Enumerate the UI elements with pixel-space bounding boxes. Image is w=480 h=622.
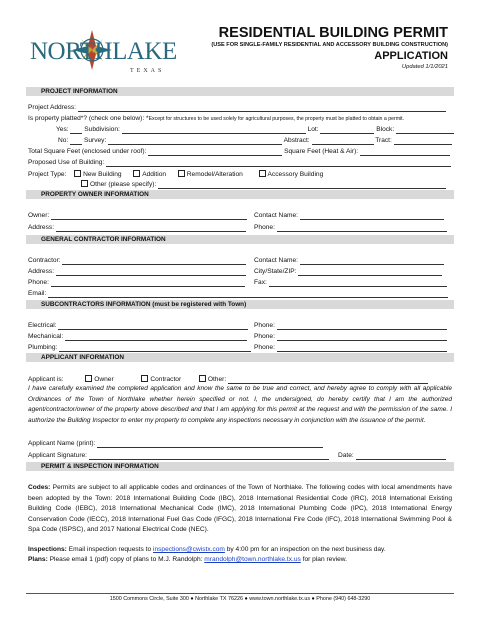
total-sqft-field[interactable]	[148, 148, 282, 156]
subdivision-field[interactable]	[122, 126, 306, 134]
contractor-phone-row	[28, 279, 245, 287]
contractor-city-row	[254, 268, 442, 276]
contractor-phone-field[interactable]	[51, 279, 245, 287]
project-address-field[interactable]	[78, 104, 446, 112]
codes-text: Permits are subject to all applicable codes and ordinances of the Town of Northlake. The following codes with local amendments have been adopted by the Town: 2018 International Building Code (IBC), 2018 International Residential Code (IRC), 2018 International Existing Building Code (IEBC), 2018 International Mechanical Code (IMC), 2018 International Plumbing Code (IPC), 2018 International Energy Conservation Code (IECC), 2018 International Fuel Gas Code (IFGC), 2018 International Fire Code (IFC), 2018 International Swimming Pool & Spa Code (ISPSC), and 2017 National Electrical Code (NEC).	[28, 484, 452, 534]
proposed-use-label: Proposed Use of Building:	[28, 159, 105, 166]
type-new-building-checkbox[interactable]: New Building	[74, 171, 121, 178]
contractor-label: Contractor:	[28, 257, 61, 264]
inspections-paragraph: Inspections: Email inspection requests to inspections@cwistx.com by 4:00 pm for an inspection on the next business day.	[28, 546, 386, 553]
electrical-field[interactable]	[58, 322, 248, 330]
total-sqft-label: Total Square Feet (enclosed under roof):	[28, 148, 147, 155]
owner-contact-row	[254, 212, 444, 220]
mechanical-label: Mechanical:	[28, 333, 64, 340]
project-address-row	[28, 104, 446, 112]
plumbing-phone-row	[254, 344, 447, 352]
section-owner-info: PROPERTY OWNER INFORMATION	[26, 190, 454, 199]
applicant-owner-checkbox[interactable]: Owner	[85, 376, 113, 383]
applicant-date-row	[338, 452, 446, 460]
page-title: RESIDENTIAL BUILDING PERMIT	[218, 25, 448, 41]
lot-label: Lot:	[307, 126, 319, 133]
plans-paragraph: Plans: Please email 1 (pdf) copy of plans to M.J. Randolph: mrandolph@town.northlake.tx.us for plan review.	[28, 556, 347, 563]
applicant-name-label: Applicant Name (print):	[28, 440, 96, 447]
owner-phone-field[interactable]	[277, 224, 447, 232]
contractor-contact-label: Contact Name:	[254, 257, 298, 264]
block-field[interactable]	[396, 126, 454, 134]
electrical-phone-row	[254, 322, 447, 330]
yes-row	[56, 126, 454, 134]
owner-phone-label: Phone:	[254, 224, 275, 231]
contractor-fax-row	[254, 279, 447, 287]
page-subtitle: (USE FOR SINGLE-FAMILY RESIDENTIAL AND ACCESSORY BUILDING CONSTRUCTION)	[211, 42, 448, 48]
plumbing-phone-field[interactable]	[277, 344, 447, 352]
applicant-contractor-checkbox[interactable]: Contractor	[141, 376, 181, 383]
type-other-field[interactable]	[158, 181, 446, 189]
contractor-fax-label: Fax:	[254, 279, 267, 286]
no-row	[58, 137, 452, 145]
contractor-fax-field[interactable]	[269, 279, 447, 287]
contractor-city-field[interactable]	[298, 268, 442, 276]
applicant-signature-field[interactable]	[89, 452, 329, 460]
applicant-is-row	[28, 375, 428, 384]
applicant-other-checkbox[interactable]: Other:	[199, 376, 226, 383]
sqft-heat-field[interactable]	[360, 148, 450, 156]
logo-texas: TEXAS	[130, 68, 165, 74]
footer-contact: 1500 Commons Circle, Suite 300 ● Northlake TX 76226 ● www.town.northlake.tx.us ● Phone (940) 648-3290	[109, 596, 371, 602]
applicant-signature-label: Applicant Signature:	[28, 452, 88, 459]
tract-label: Tract:	[375, 137, 392, 144]
owner-address-row	[28, 224, 246, 232]
yes-check-field[interactable]	[70, 126, 82, 134]
platted-question: Is property platted*? (check one below): *	[28, 115, 149, 122]
sqft-row	[28, 148, 450, 156]
abstract-label: Abstract:	[283, 137, 310, 144]
codes-paragraph	[28, 483, 452, 536]
mechanical-field[interactable]	[65, 333, 247, 341]
contractor-email-field[interactable]	[48, 290, 448, 298]
sqft-heat-label: Square Feet (Heat & Air):	[284, 148, 359, 155]
project-type-row	[28, 170, 323, 179]
contractor-address-label: Address:	[28, 268, 55, 275]
town-logo	[30, 28, 180, 80]
project-type-label: Project Type:	[28, 171, 67, 178]
platted-row	[28, 115, 404, 123]
contractor-contact-field[interactable]	[300, 257, 444, 265]
contractor-field[interactable]	[62, 257, 246, 265]
plumbing-field[interactable]	[59, 344, 251, 352]
applicant-date-label: Date:	[338, 452, 354, 459]
survey-label: Survey:	[83, 137, 107, 144]
section-contractor-info: GENERAL CONTRACTOR INFORMATION	[26, 235, 454, 244]
mechanical-phone-label: Phone:	[254, 333, 275, 340]
applicant-date-field[interactable]	[356, 452, 446, 460]
contractor-email-label: Email:	[28, 290, 47, 297]
survey-field[interactable]	[108, 137, 282, 145]
owner-contact-label: Contact Name:	[254, 212, 298, 219]
contractor-phone-label: Phone:	[28, 279, 49, 286]
section-project-info: PROJECT INFORMATION	[26, 87, 454, 96]
owner-address-field[interactable]	[56, 224, 246, 232]
logo-wordmark: NORTHLAKE	[30, 38, 177, 65]
applicant-statement: I have carefully examined the completed application and know the same to be true and correct, and hereby agree to comply with all applicable Ordinances of the Town of Northlake whether herein specified or not. I, the undersigned, do hereby certify that I am the authorized agent/contractor/owner of the property above described and that I am applying for this permit at the request and with the permission of the same. I authorize the Building Inspector to enter my property to complete any inspections necessary in conjunction with the issuance of the permit.	[28, 385, 452, 424]
yes-label: Yes:	[56, 126, 69, 133]
section-applicant-info: APPLICANT INFORMATION	[26, 353, 454, 362]
applicant-name-row	[28, 440, 323, 448]
plumbing-phone-label: Phone:	[254, 344, 275, 351]
applicant-is-label: Applicant is:	[28, 376, 64, 383]
no-label: No:	[58, 137, 69, 144]
contractor-city-label: City/State/ZIP:	[254, 268, 297, 275]
electrical-phone-field[interactable]	[277, 322, 447, 330]
platted-note: Except for structures to be used solely for agricultural purposes, the property must be platted to obtain a permit.	[148, 116, 405, 122]
owner-contact-field[interactable]	[300, 212, 444, 220]
project-address-label: Project Address:	[28, 104, 77, 111]
section-permit-info: PERMIT & INSPECTION INFORMATION	[26, 462, 454, 471]
contractor-email-row	[28, 290, 448, 298]
contractor-contact-row	[254, 257, 444, 265]
subdivision-label: Subdivision:	[84, 126, 120, 133]
plumbing-row	[28, 344, 251, 352]
type-addition-checkbox[interactable]: Addition	[133, 171, 166, 178]
contractor-address-field[interactable]	[56, 268, 246, 276]
lot-field[interactable]	[320, 126, 374, 134]
owner-phone-row	[254, 224, 447, 232]
section-subcontractors: SUBCONTRACTORS INFORMATION (must be registered with Town)	[26, 300, 454, 309]
type-accessory-checkbox[interactable]: Accessory Building	[259, 171, 324, 178]
owner-row	[28, 212, 247, 220]
applicant-other-field[interactable]	[228, 376, 428, 384]
type-remodel-checkbox[interactable]: Remodel/Alteration	[178, 171, 243, 178]
type-other-row	[81, 180, 446, 189]
mechanical-phone-field[interactable]	[277, 333, 447, 341]
proposed-use-row	[28, 159, 451, 167]
no-check-field[interactable]	[70, 137, 82, 145]
inspections-label: Inspections:	[28, 546, 67, 553]
plans-label: Plans:	[28, 556, 48, 563]
owner-address-label: Address:	[28, 224, 55, 231]
electrical-label: Electrical:	[28, 322, 57, 329]
footer-divider	[26, 593, 454, 594]
abstract-field[interactable]	[312, 137, 374, 145]
type-other-checkbox[interactable]: Other (please specify):	[81, 181, 156, 188]
contractor-row	[28, 257, 246, 265]
updated-date: Updated 1/1/2021	[401, 64, 448, 70]
owner-field[interactable]	[51, 212, 247, 220]
proposed-use-field[interactable]	[106, 159, 451, 167]
inspections-email-link[interactable]: inspections@cwistx.com	[152, 546, 225, 553]
tract-field[interactable]	[394, 137, 452, 145]
plans-email-link[interactable]: mrandolph@town.northlake.tx.us	[204, 556, 301, 563]
plumbing-label: Plumbing:	[28, 344, 58, 351]
applicant-name-field[interactable]	[97, 440, 323, 448]
block-label: Block:	[376, 126, 395, 133]
mechanical-phone-row	[254, 333, 447, 341]
owner-label: Owner:	[28, 212, 50, 219]
applicant-signature-row	[28, 452, 329, 460]
application-heading: APPLICATION	[374, 50, 448, 62]
electrical-phone-label: Phone:	[254, 322, 275, 329]
codes-label: Codes:	[28, 484, 51, 491]
mechanical-row	[28, 333, 247, 341]
contractor-address-row	[28, 268, 246, 276]
electrical-row	[28, 322, 248, 330]
